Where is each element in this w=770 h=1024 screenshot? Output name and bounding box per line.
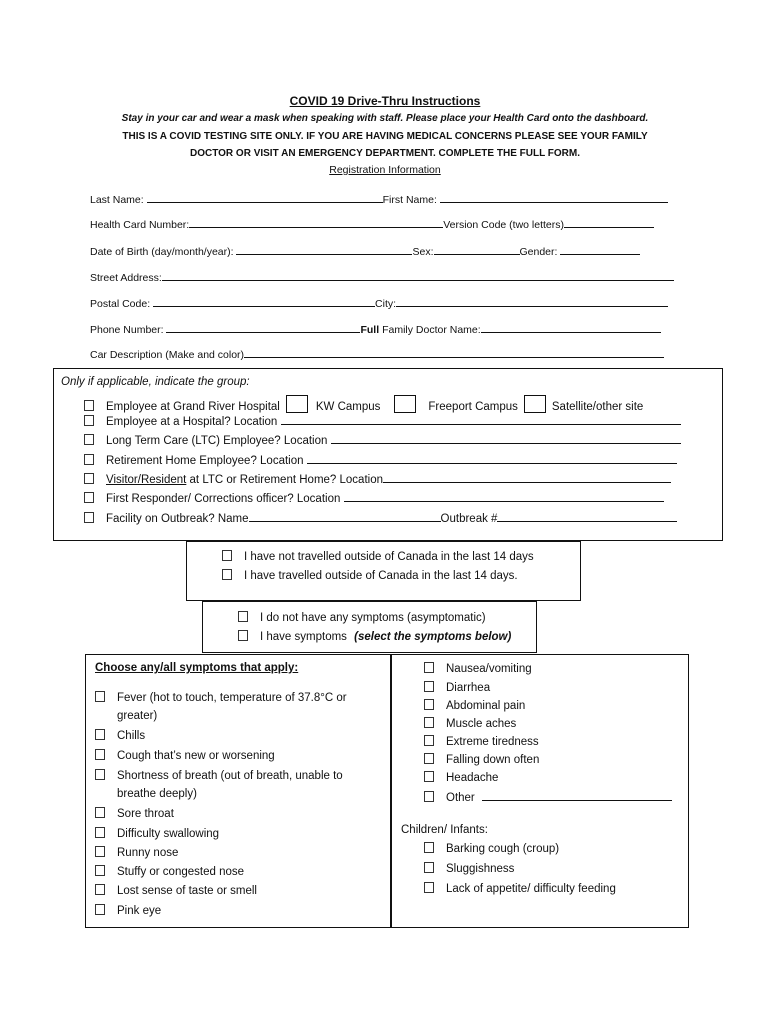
symptoms-status-box	[202, 601, 537, 653]
symptom-chills	[95, 729, 145, 742]
symptom-runny-nose	[95, 846, 178, 859]
checkbox-falling[interactable]	[424, 753, 434, 764]
symptom-sore-throat	[95, 807, 174, 820]
outbreak-label: Outbreak #	[440, 513, 498, 525]
symptom-label: Runny nose	[117, 847, 179, 859]
version-code-label: Version Code (two letters)	[443, 219, 565, 231]
symptom-label: Sluggishness	[446, 863, 515, 875]
travel-row-not	[222, 550, 534, 563]
notice-text-line2: DOCTOR OR VISIT AN EMERGENCY DEPARTMENT. COMPLETE THE FULL FORM.	[189, 148, 580, 159]
dob-label: Date of Birth (day/month/year):	[90, 246, 234, 258]
group-row-first-responder	[84, 491, 664, 505]
visitor-rest-label: at LTC or Retirement Home? Location	[189, 474, 383, 486]
group-row-ltc	[84, 433, 681, 447]
checkbox-retirement[interactable]	[84, 454, 94, 465]
checkbox-visitor[interactable]	[84, 473, 94, 484]
have-symptoms-label: I have symptoms	[260, 631, 347, 643]
instruction-text: Stay in your car and wear a mask when speaking with staff. Please place your Health Card onto the dashboard.	[121, 113, 649, 124]
checkbox-facility[interactable]	[84, 512, 94, 523]
checkbox-satellite[interactable]	[524, 395, 546, 413]
dob-input[interactable]	[236, 244, 412, 255]
group-heading: Only if applicable, indicate the group:	[61, 376, 250, 388]
city-label: City:	[375, 298, 397, 310]
checkbox-nausea[interactable]	[424, 662, 434, 673]
freeport-label: Freeport Campus	[428, 401, 518, 413]
visitor-label: Visitor/Resident	[106, 474, 187, 486]
checkbox-kw-campus[interactable]	[286, 395, 308, 413]
checkbox-hospital[interactable]	[84, 415, 94, 426]
checkbox-chills[interactable]	[95, 729, 105, 740]
symptom-label: Extreme tiredness	[446, 736, 539, 748]
health-card-label: Health Card Number:	[90, 219, 190, 231]
symptom-label: Chills	[117, 730, 146, 742]
checkbox-ltc[interactable]	[84, 434, 94, 445]
status-row-have	[238, 630, 511, 643]
symptom-nausea	[424, 662, 532, 675]
field-dob-sex-gender	[90, 244, 640, 258]
no-symptoms-label: I do not have any symptoms (asymptomatic)	[260, 612, 486, 624]
select-symptoms-note: (select the symptoms below)	[354, 631, 512, 643]
symptom-other	[424, 790, 672, 804]
other-symptom-input[interactable]	[482, 790, 672, 801]
car-label: Car Description (Make and color)	[90, 349, 245, 361]
checkbox-sob[interactable]	[95, 769, 105, 780]
gender-input[interactable]	[560, 244, 640, 255]
first-responder-location-input[interactable]	[344, 491, 664, 502]
symptom-appetite	[424, 882, 616, 895]
symptom-sluggishness	[424, 862, 514, 875]
symptom-cough	[95, 749, 275, 762]
symptom-falling	[424, 753, 539, 766]
checkbox-fever[interactable]	[95, 691, 105, 702]
symptom-fever	[95, 691, 347, 704]
facility-label: Facility on Outbreak? Name	[106, 513, 249, 525]
symptom-label: Difficulty swallowing	[117, 828, 220, 840]
satellite-label: Satellite/other site	[551, 401, 644, 413]
checkbox-freeport[interactable]	[394, 395, 416, 413]
symptom-label: Abdominal pain	[446, 700, 526, 712]
postal-label: Postal Code:	[90, 298, 151, 310]
phone-label: Phone Number:	[90, 324, 164, 336]
section-title-registration: Registration Information	[329, 164, 441, 176]
checkbox-taste-smell[interactable]	[95, 884, 105, 895]
full-label: Full	[360, 324, 380, 336]
symptom-pink-eye	[95, 904, 161, 917]
family-doctor-label: Family Doctor Name:	[382, 324, 481, 336]
checkbox-grh[interactable]	[84, 400, 94, 411]
group-row-visitor	[84, 472, 671, 486]
symptom-label: Muscle aches	[446, 718, 517, 730]
checkbox-pink-eye[interactable]	[95, 904, 105, 915]
symptom-diarrhea	[424, 681, 490, 694]
checkbox-swallowing[interactable]	[95, 827, 105, 838]
symptom-sob	[95, 769, 343, 782]
symptom-label: Diarrhea	[446, 682, 491, 694]
phone-input[interactable]	[166, 322, 360, 333]
symptom-label: Lost sense of taste or smell	[117, 885, 257, 897]
travelled-label: I have travelled outside of Canada in the last 14 days.	[244, 570, 518, 582]
group-row-grh	[84, 395, 643, 413]
symptom-label: Other	[446, 792, 475, 804]
ltc-label: Long Term Care (LTC) Employee? Location	[106, 435, 328, 447]
symptom-label: Nausea/vomiting	[446, 663, 532, 675]
checkbox-tiredness[interactable]	[424, 735, 434, 746]
field-phone-doctor	[90, 322, 661, 336]
hospital-label: Employee at a Hospital? Location	[106, 416, 278, 428]
group-row-facility	[84, 511, 677, 525]
symptom-abdominal	[424, 699, 525, 712]
field-health-card	[90, 217, 654, 231]
version-code-input[interactable]	[564, 217, 654, 228]
group-row-retirement	[84, 453, 677, 467]
checkbox-have-symptoms[interactable]	[238, 630, 248, 641]
symptom-label: Headache	[446, 772, 499, 784]
symptom-sob-cont: breathe deeply)	[117, 788, 197, 800]
checkbox-headache[interactable]	[424, 771, 434, 782]
checkbox-sluggishness[interactable]	[424, 862, 434, 873]
symptom-label: Pink eye	[117, 905, 162, 917]
checkbox-abdominal[interactable]	[424, 699, 434, 710]
checkbox-stuffy-nose[interactable]	[95, 865, 105, 876]
checkbox-croup[interactable]	[424, 842, 434, 853]
gender-label: Gender:	[519, 246, 558, 258]
street-input[interactable]	[162, 270, 674, 281]
field-last-first-name	[90, 192, 668, 206]
retirement-location-input[interactable]	[307, 453, 677, 464]
field-street	[90, 270, 674, 284]
group-row-hospital	[84, 414, 681, 428]
ltc-location-input[interactable]	[331, 433, 681, 444]
last-name-label: Last Name:	[90, 194, 144, 206]
symptom-label: Sore throat	[117, 808, 174, 820]
checkbox-not-travelled[interactable]	[222, 550, 232, 561]
checkbox-first-responder[interactable]	[84, 492, 94, 503]
checkbox-sore-throat[interactable]	[95, 807, 105, 818]
sex-input[interactable]	[434, 244, 520, 255]
symptom-stuffy-nose	[95, 865, 244, 878]
checkbox-other[interactable]	[424, 791, 434, 802]
symptom-croup	[424, 842, 559, 855]
symptom-label: Fever (hot to touch, temperature of 37.8°C or	[117, 692, 347, 704]
facility-name-input[interactable]	[249, 511, 441, 522]
symptoms-heading: Choose any/all symptoms that apply:	[95, 662, 299, 674]
city-input[interactable]	[396, 296, 668, 307]
symptom-label: Barking cough (croup)	[446, 843, 560, 855]
symptom-label: Stuffy or congested nose	[117, 866, 245, 878]
not-travelled-label: I have not travelled outside of Canada in the last 14 days	[244, 551, 534, 563]
street-label: Street Address:	[90, 272, 162, 284]
symptom-label: Shortness of breath (out of breath, unable to	[117, 770, 343, 782]
first-name-input[interactable]	[440, 192, 668, 203]
symptom-tiredness	[424, 735, 539, 748]
first-name-label: First Name:	[382, 194, 437, 206]
car-input[interactable]	[244, 347, 664, 358]
last-name-input[interactable]	[147, 192, 383, 203]
outbreak-number-input[interactable]	[497, 511, 677, 522]
health-card-input[interactable]	[189, 217, 443, 228]
symptom-fever-cont: greater)	[117, 710, 158, 722]
symptom-label: Cough that’s new or worsening	[117, 750, 275, 762]
travel-row-yes	[222, 569, 518, 582]
symptom-swallowing	[95, 827, 219, 840]
symptom-taste-smell	[95, 884, 257, 897]
checkbox-muscle[interactable]	[424, 717, 434, 728]
kw-campus-label: KW Campus	[315, 401, 381, 413]
grh-label: Employee at Grand River Hospital	[106, 401, 280, 413]
family-doctor-input[interactable]	[481, 322, 661, 333]
checkbox-no-symptoms[interactable]	[238, 611, 248, 622]
checkbox-travelled[interactable]	[222, 569, 232, 580]
first-responder-label: First Responder/ Corrections officer? Location	[106, 493, 341, 505]
checkbox-diarrhea[interactable]	[424, 681, 434, 692]
hospital-location-input[interactable]	[281, 414, 681, 425]
checkbox-cough[interactable]	[95, 749, 105, 760]
symptom-label: Falling down often	[446, 754, 540, 766]
notice-text-line1: THIS IS A COVID TESTING SITE ONLY. IF YOU ARE HAVING MEDICAL CONCERNS PLEASE SEE YOUR FAMILY	[122, 131, 648, 142]
checkbox-runny-nose[interactable]	[95, 846, 105, 857]
page-title: COVID 19 Drive-Thru Instructions	[289, 94, 481, 108]
children-heading: Children/ Infants:	[401, 824, 488, 836]
symptom-headache	[424, 771, 498, 784]
field-car	[90, 347, 664, 361]
sex-label: Sex:	[412, 246, 434, 258]
status-row-none	[238, 611, 486, 624]
postal-input[interactable]	[153, 296, 375, 307]
checkbox-appetite[interactable]	[424, 882, 434, 893]
visitor-location-input[interactable]	[383, 472, 671, 483]
retirement-label: Retirement Home Employee? Location	[106, 455, 304, 467]
symptom-label: Lack of appetite/ difficulty feeding	[446, 883, 616, 895]
field-postal-city	[90, 296, 668, 310]
symptom-muscle	[424, 717, 516, 730]
